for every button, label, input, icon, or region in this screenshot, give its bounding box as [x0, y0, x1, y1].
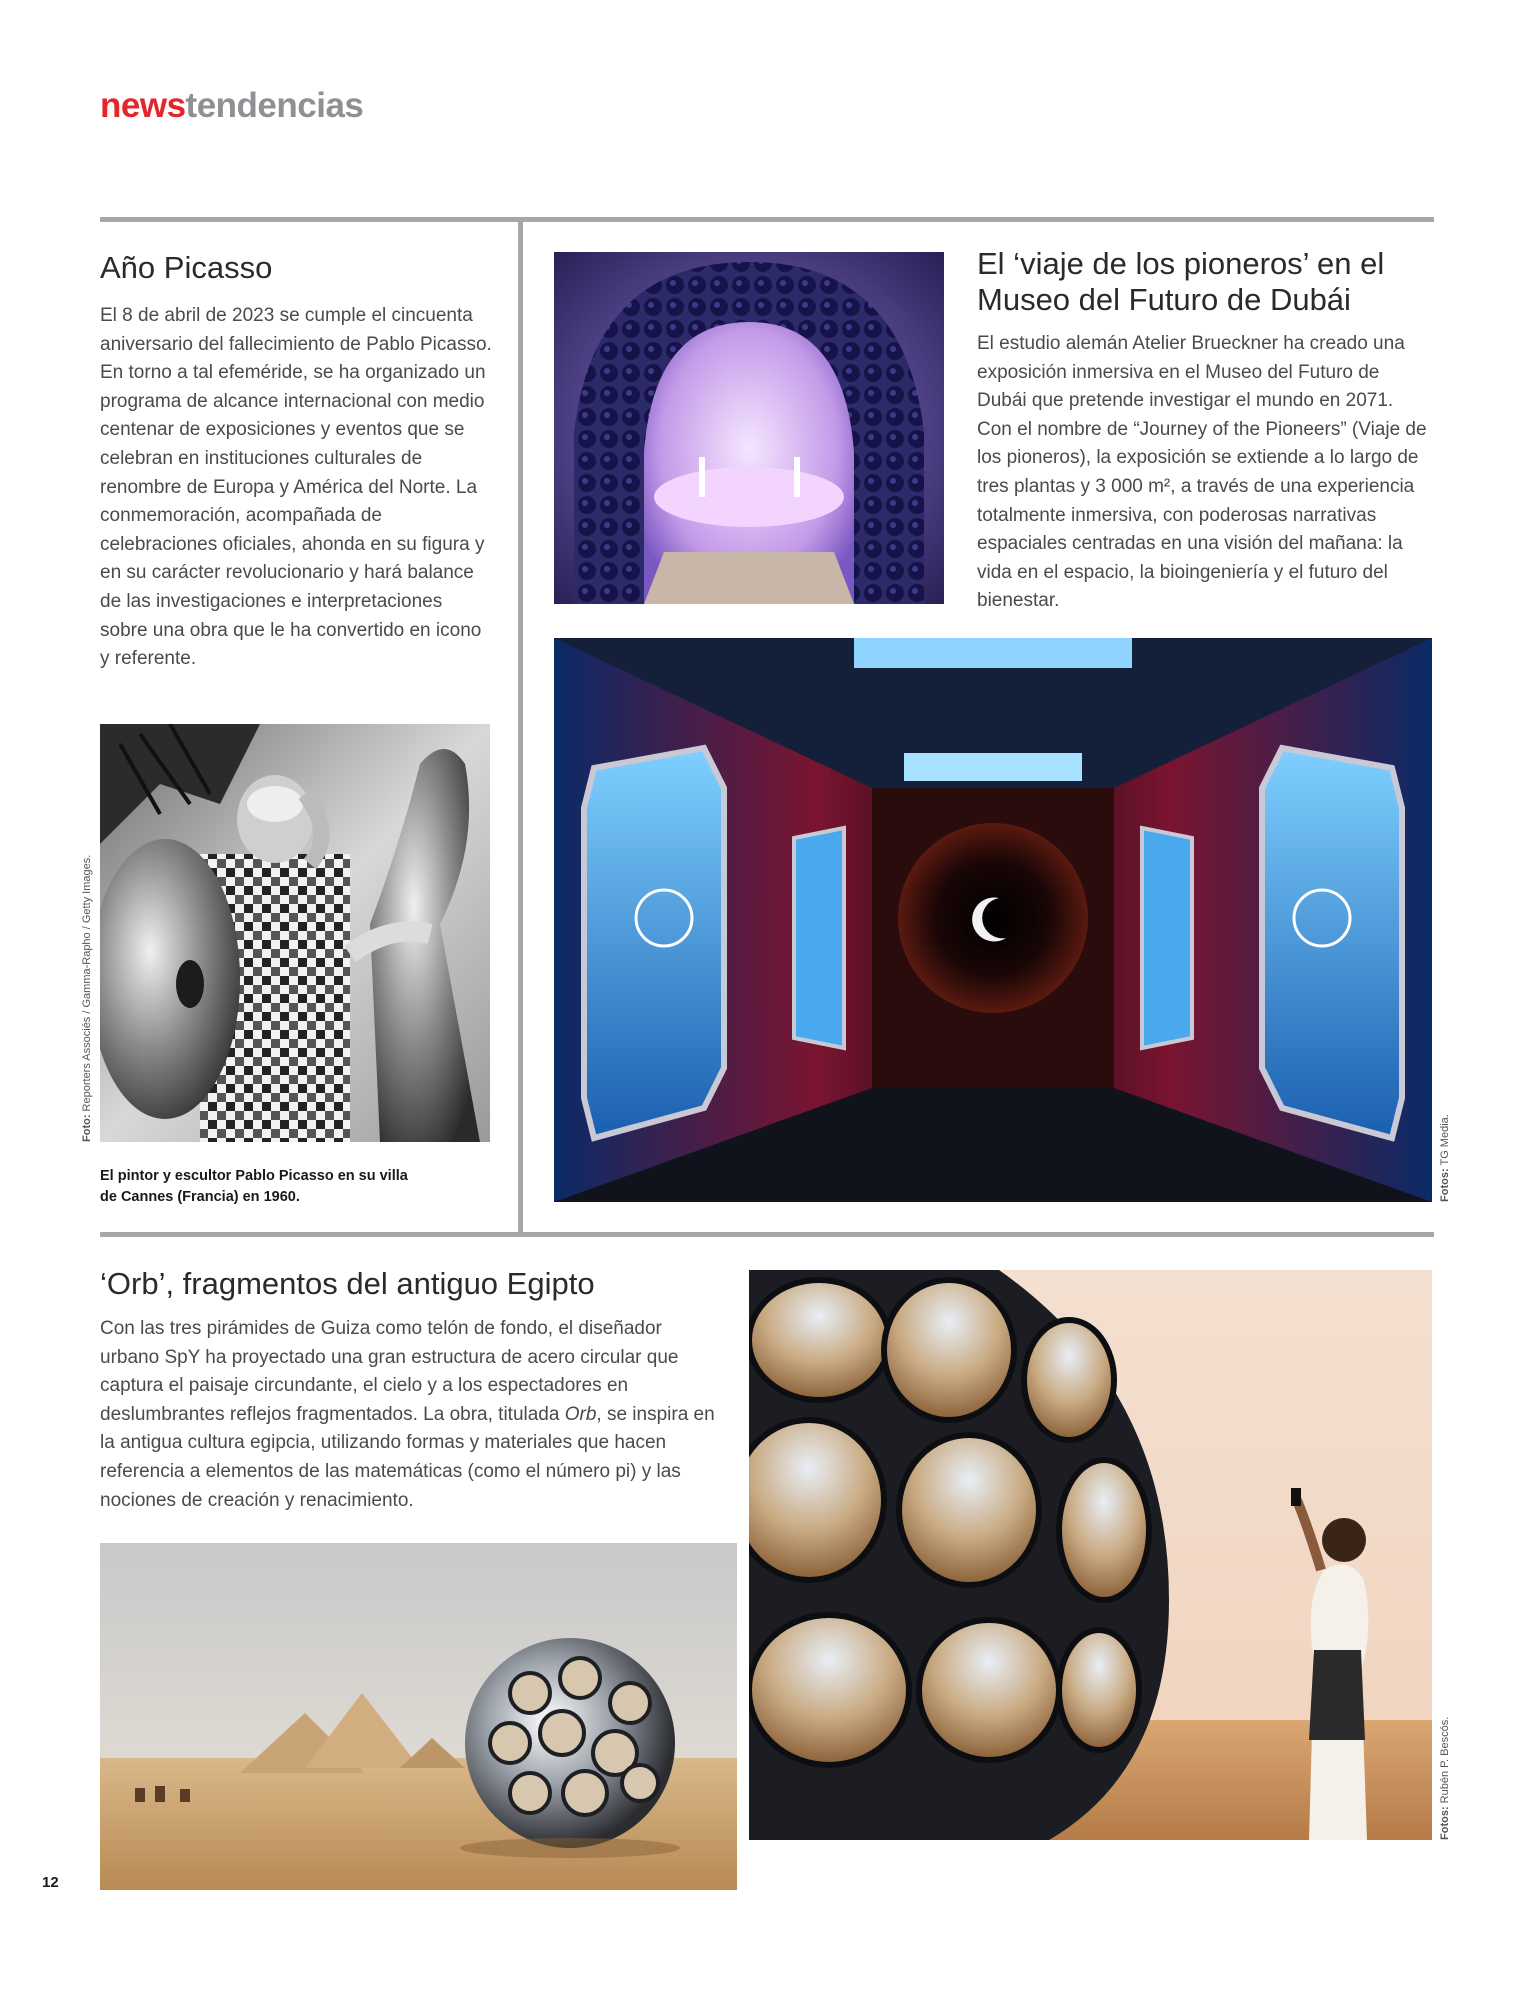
- dubai-photo-egg-room: [554, 252, 944, 604]
- section-header-tendencias: tendencias: [185, 86, 364, 125]
- dubai-title: El ‘viaje de los pioneros’ en el Museo del Futuro de Dubái: [977, 246, 1385, 317]
- orb-photo-pyramids: [100, 1543, 737, 1890]
- middle-rule: [100, 1232, 1434, 1237]
- picasso-photo: [100, 724, 490, 1142]
- orb-credit-label: Fotos:: [1439, 1806, 1451, 1840]
- orb-body-part2: , se inspira en la antigua cultura egipcia, utilizando formas y materiales que hacen referencia a elementos de las matemáticas (como el número pi) y las nociones de creación y renacimiento.: [100, 1403, 715, 1511]
- dubai-body: El estudio alemán Atelier Brueckner ha creado una exposición inmersiva en el Museo del Futuro de Dubái que pretende investigar el mundo en 2071. Con el nombre de “Journey of the Pioneers” (Viaje de los pioneros), la exposición se extiende a lo largo de tres plantas y 3 000 m², a través de una experiencia totalmente inmersiva, con poderosas narrativas espaciales centradas en una visión del mañana: la vida en el espacio, la bioingeniería y el futuro del bienestar.: [977, 333, 1427, 612]
- orb-title: ‘Orb’, fragmentos del antiguo Egipto: [100, 1266, 595, 1301]
- dubai-credit-text: TG Media.: [1439, 1114, 1451, 1166]
- picasso-photo-credit: [81, 855, 93, 1142]
- orb-body: [100, 1315, 722, 1515]
- dubai-photo-corridor: [554, 638, 1432, 1202]
- picasso-credit-text: Reporters Associés / Gamma-Rapho / Getty Images.: [81, 854, 93, 1112]
- picasso-title: Año Picasso: [100, 250, 273, 285]
- orb-photo-credit: [1439, 1717, 1451, 1840]
- section-header-news: news: [100, 86, 186, 125]
- section-header: [100, 86, 363, 126]
- dubai-photo-credit: [1439, 1114, 1451, 1202]
- picasso-caption: El pintor y escultor Pablo Picasso en su villa de Cannes (Francia) en 1960.: [100, 1168, 408, 1205]
- page-number: 12: [42, 1874, 59, 1891]
- picasso-body: El 8 de abril de 2023 se cumple el cincuenta aniversario del fallecimiento de Pablo Picasso. En torno a tal efeméride, se ha organizado un programa de alcance internacional con medio centenar de exposiciones y eventos que se celebran en instituciones culturales de renombre de Europa y América del Norte. La conmemoración, acompañada de celebraciones oficiales, ahonda en su figura y en su carácter revolucionario y hará balance de las investigaciones e interpretaciones sobre una obra que le ha convertido en icono y referente.: [100, 305, 492, 670]
- orb-body-part1: Con las tres pirámides de Guiza como telón de fondo, el diseñador urbano SpY ha proyectado una gran estructura de acero circular que captura el paisaje circundante, el cielo y a los espectadores en deslumbrantes reflejos fragmentados. La obra, titulada: [100, 1318, 679, 1425]
- orb-body-title-em: Orb: [564, 1403, 597, 1425]
- top-rule: [100, 217, 1434, 222]
- picasso-credit-label: Foto:: [81, 1114, 93, 1142]
- column-divider: [518, 222, 523, 1234]
- orb-credit-text: Rubén P. Bescós.: [1439, 1716, 1451, 1804]
- dubai-credit-label: Fotos:: [1439, 1168, 1451, 1202]
- orb-photo-closeup: [749, 1270, 1432, 1840]
